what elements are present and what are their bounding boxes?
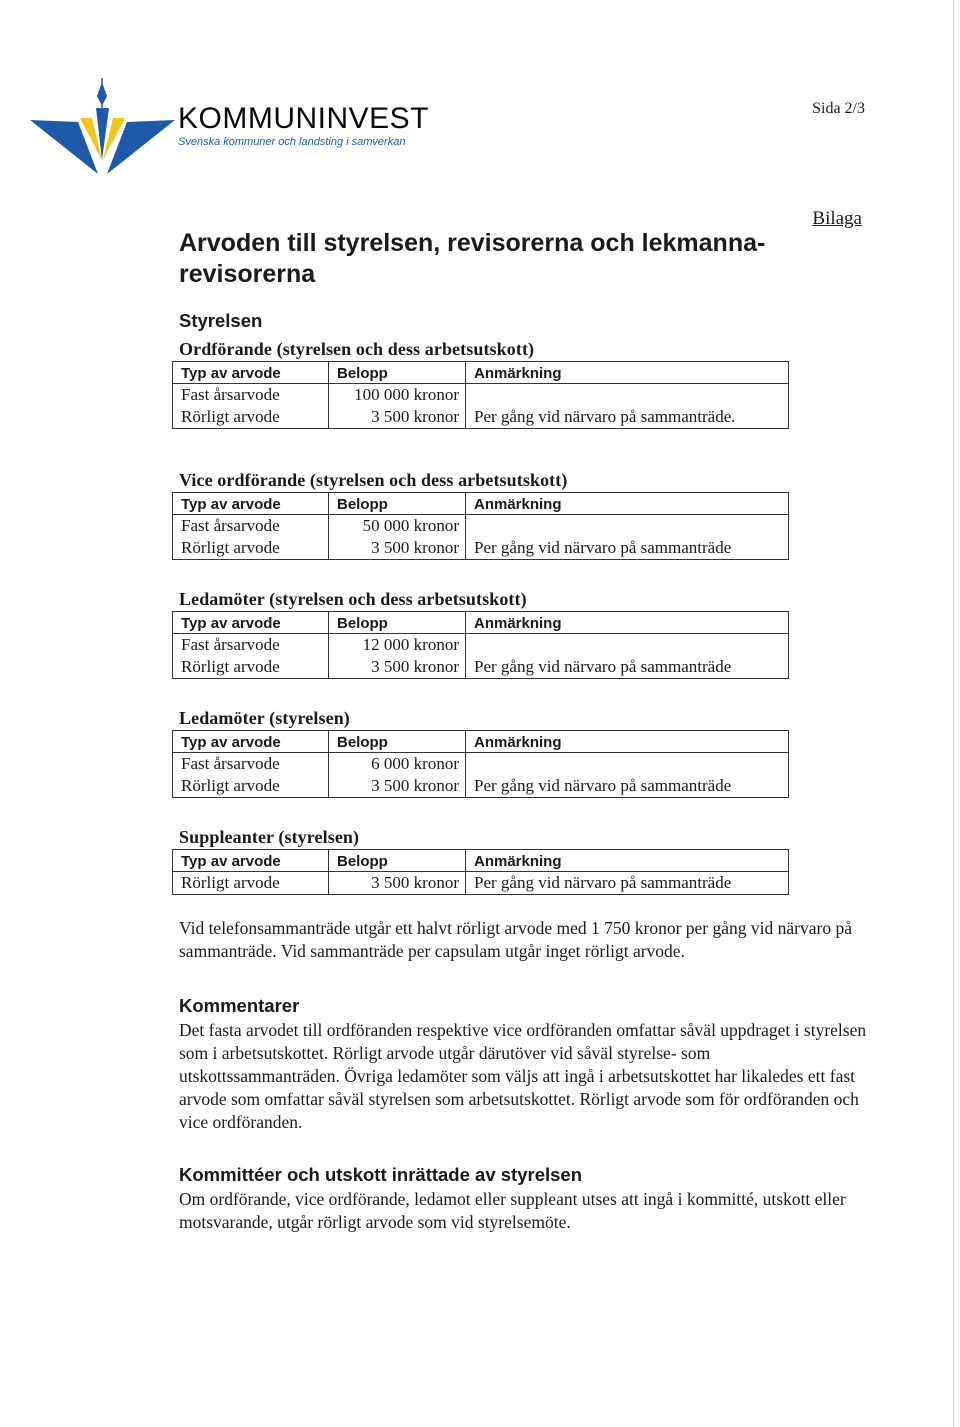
table-row bbox=[173, 872, 789, 895]
fee-section-ordforande bbox=[172, 338, 862, 429]
fee-table bbox=[172, 849, 789, 895]
fee-remark: Per gång vid närvaro på sammanträde bbox=[466, 656, 789, 679]
fee-section-title: Suppleanter (styrelsen) bbox=[179, 827, 360, 847]
fee-table-header bbox=[173, 493, 789, 515]
kommentarer-heading: Kommentarer bbox=[179, 995, 300, 1016]
col-header-type: Typ av arvode bbox=[173, 850, 329, 872]
table-row bbox=[173, 537, 789, 560]
table-row bbox=[173, 753, 789, 776]
table-row bbox=[173, 406, 789, 429]
kommitteer-text: Om ordförande, vice ordförande, ledamot eller suppleant utses att ingå i kommitté, utskott eller motsvarande, utgår rörligt arvode som vid styrelsemöte. bbox=[179, 1189, 846, 1232]
table-row bbox=[173, 656, 789, 679]
brand-name: KOMMUNINVEST bbox=[178, 102, 430, 135]
document-body bbox=[172, 228, 867, 1234]
fee-table bbox=[172, 611, 789, 679]
col-header-remark: Anmärkning bbox=[466, 850, 789, 872]
table-row bbox=[173, 634, 789, 657]
fee-amount: 3 500 kronor bbox=[329, 537, 466, 560]
fee-section-ledamoter bbox=[172, 707, 862, 798]
col-header-remark: Anmärkning bbox=[466, 731, 789, 753]
fee-remark bbox=[466, 753, 789, 776]
col-header-type: Typ av arvode bbox=[173, 612, 329, 634]
page-title: Arvoden till styrelsen, revisorerna och lekmanna-revisorerna bbox=[179, 229, 766, 288]
col-header-amount: Belopp bbox=[329, 493, 466, 515]
col-header-amount: Belopp bbox=[329, 362, 466, 384]
kommitteer-heading: Kommittéer och utskott inrättade av styrelsen bbox=[179, 1164, 582, 1185]
table-row bbox=[173, 515, 789, 538]
col-header-remark: Anmärkning bbox=[466, 612, 789, 634]
fee-section-title: Ordförande (styrelsen och dess arbetsutskott) bbox=[179, 339, 535, 359]
fee-amount: 3 500 kronor bbox=[329, 656, 466, 679]
fee-amount: 12 000 kronor bbox=[329, 634, 466, 657]
col-header-remark: Anmärkning bbox=[466, 493, 789, 515]
col-header-type: Typ av arvode bbox=[173, 493, 329, 515]
fee-remark: Per gång vid närvaro på sammanträde. bbox=[466, 406, 789, 429]
fee-table-header bbox=[173, 731, 789, 753]
fee-table-header bbox=[173, 612, 789, 634]
fee-table-header bbox=[173, 850, 789, 872]
kommuninvest-logo-icon bbox=[30, 78, 175, 174]
brand-tagline: Svenska kommuner och landsting i samverkan bbox=[178, 136, 406, 148]
fee-amount: 50 000 kronor bbox=[329, 515, 466, 538]
fee-type: Fast årsarvode bbox=[181, 516, 280, 535]
col-header-type: Typ av arvode bbox=[173, 362, 329, 384]
fee-amount: 6 000 kronor bbox=[329, 753, 466, 776]
fee-type: Rörligt arvode bbox=[181, 407, 280, 426]
section-heading-styrelsen: Styrelsen bbox=[179, 310, 263, 331]
fee-section-title: Ledamöter (styrelsen och dess arbetsutskott) bbox=[179, 589, 527, 609]
fee-type: Rörligt arvode bbox=[181, 538, 280, 557]
fee-amount: 3 500 kronor bbox=[329, 775, 466, 798]
table-row bbox=[173, 775, 789, 798]
fee-section-ledamoter-au bbox=[172, 588, 862, 679]
telephone-meeting-note: Vid telefonsammanträde utgår ett halvt rörligt arvode med 1 750 kronor per gång vid närvaro på sammanträde. Vid sammanträde per capsulam utgår inget rörligt arvode. bbox=[179, 918, 852, 961]
fee-remark bbox=[466, 515, 789, 538]
annex-label: Bilaga bbox=[812, 208, 862, 229]
brand bbox=[178, 104, 429, 148]
page-edge bbox=[953, 0, 954, 1427]
fee-section-title: Vice ordförande (styrelsen och dess arbetsutskott) bbox=[179, 470, 568, 490]
fee-remark: Per gång vid närvaro på sammanträde bbox=[466, 872, 789, 895]
fee-section-title: Ledamöter (styrelsen) bbox=[179, 708, 350, 728]
fee-remark bbox=[466, 634, 789, 657]
fee-table bbox=[172, 361, 789, 429]
fee-section-vice-ordforande bbox=[172, 469, 862, 560]
col-header-amount: Belopp bbox=[329, 850, 466, 872]
fee-section-suppleanter bbox=[172, 826, 862, 895]
fee-type: Fast årsarvode bbox=[181, 754, 280, 773]
col-header-amount: Belopp bbox=[329, 612, 466, 634]
fee-amount: 100 000 kronor bbox=[329, 384, 466, 407]
fee-type: Rörligt arvode bbox=[181, 776, 280, 795]
fee-type: Rörligt arvode bbox=[181, 873, 280, 892]
fee-remark bbox=[466, 384, 789, 407]
fee-remark: Per gång vid närvaro på sammanträde bbox=[466, 775, 789, 798]
col-header-remark: Anmärkning bbox=[466, 362, 789, 384]
fee-type: Fast årsarvode bbox=[181, 635, 280, 654]
fee-amount: 3 500 kronor bbox=[329, 872, 466, 895]
fee-remark: Per gång vid närvaro på sammanträde bbox=[466, 537, 789, 560]
fee-table bbox=[172, 492, 789, 560]
page-number: Sida 2/3 bbox=[812, 100, 865, 117]
fee-type: Rörligt arvode bbox=[181, 657, 280, 676]
fee-table bbox=[172, 730, 789, 798]
col-header-type: Typ av arvode bbox=[173, 731, 329, 753]
fee-amount: 3 500 kronor bbox=[329, 406, 466, 429]
col-header-amount: Belopp bbox=[329, 731, 466, 753]
kommentarer-text: Det fasta arvodet till ordföranden respektive vice ordföranden omfattar såväl uppdraget i styrelsen som i arbetsutskottet. Rörligt arvode utgår därutöver vid såväl styrelse- som utskottssammanträden. Övriga ledamöter som väljs att ingå i arbetsutskottet har likaledes ett fast arvode som omfattar såväl styrelsen som arbetsutskottet. Rörligt arvode som för ordföranden och vice ordföranden. bbox=[179, 1020, 867, 1132]
fee-table-header bbox=[173, 362, 789, 384]
fee-type: Fast årsarvode bbox=[181, 385, 280, 404]
table-row bbox=[173, 384, 789, 407]
